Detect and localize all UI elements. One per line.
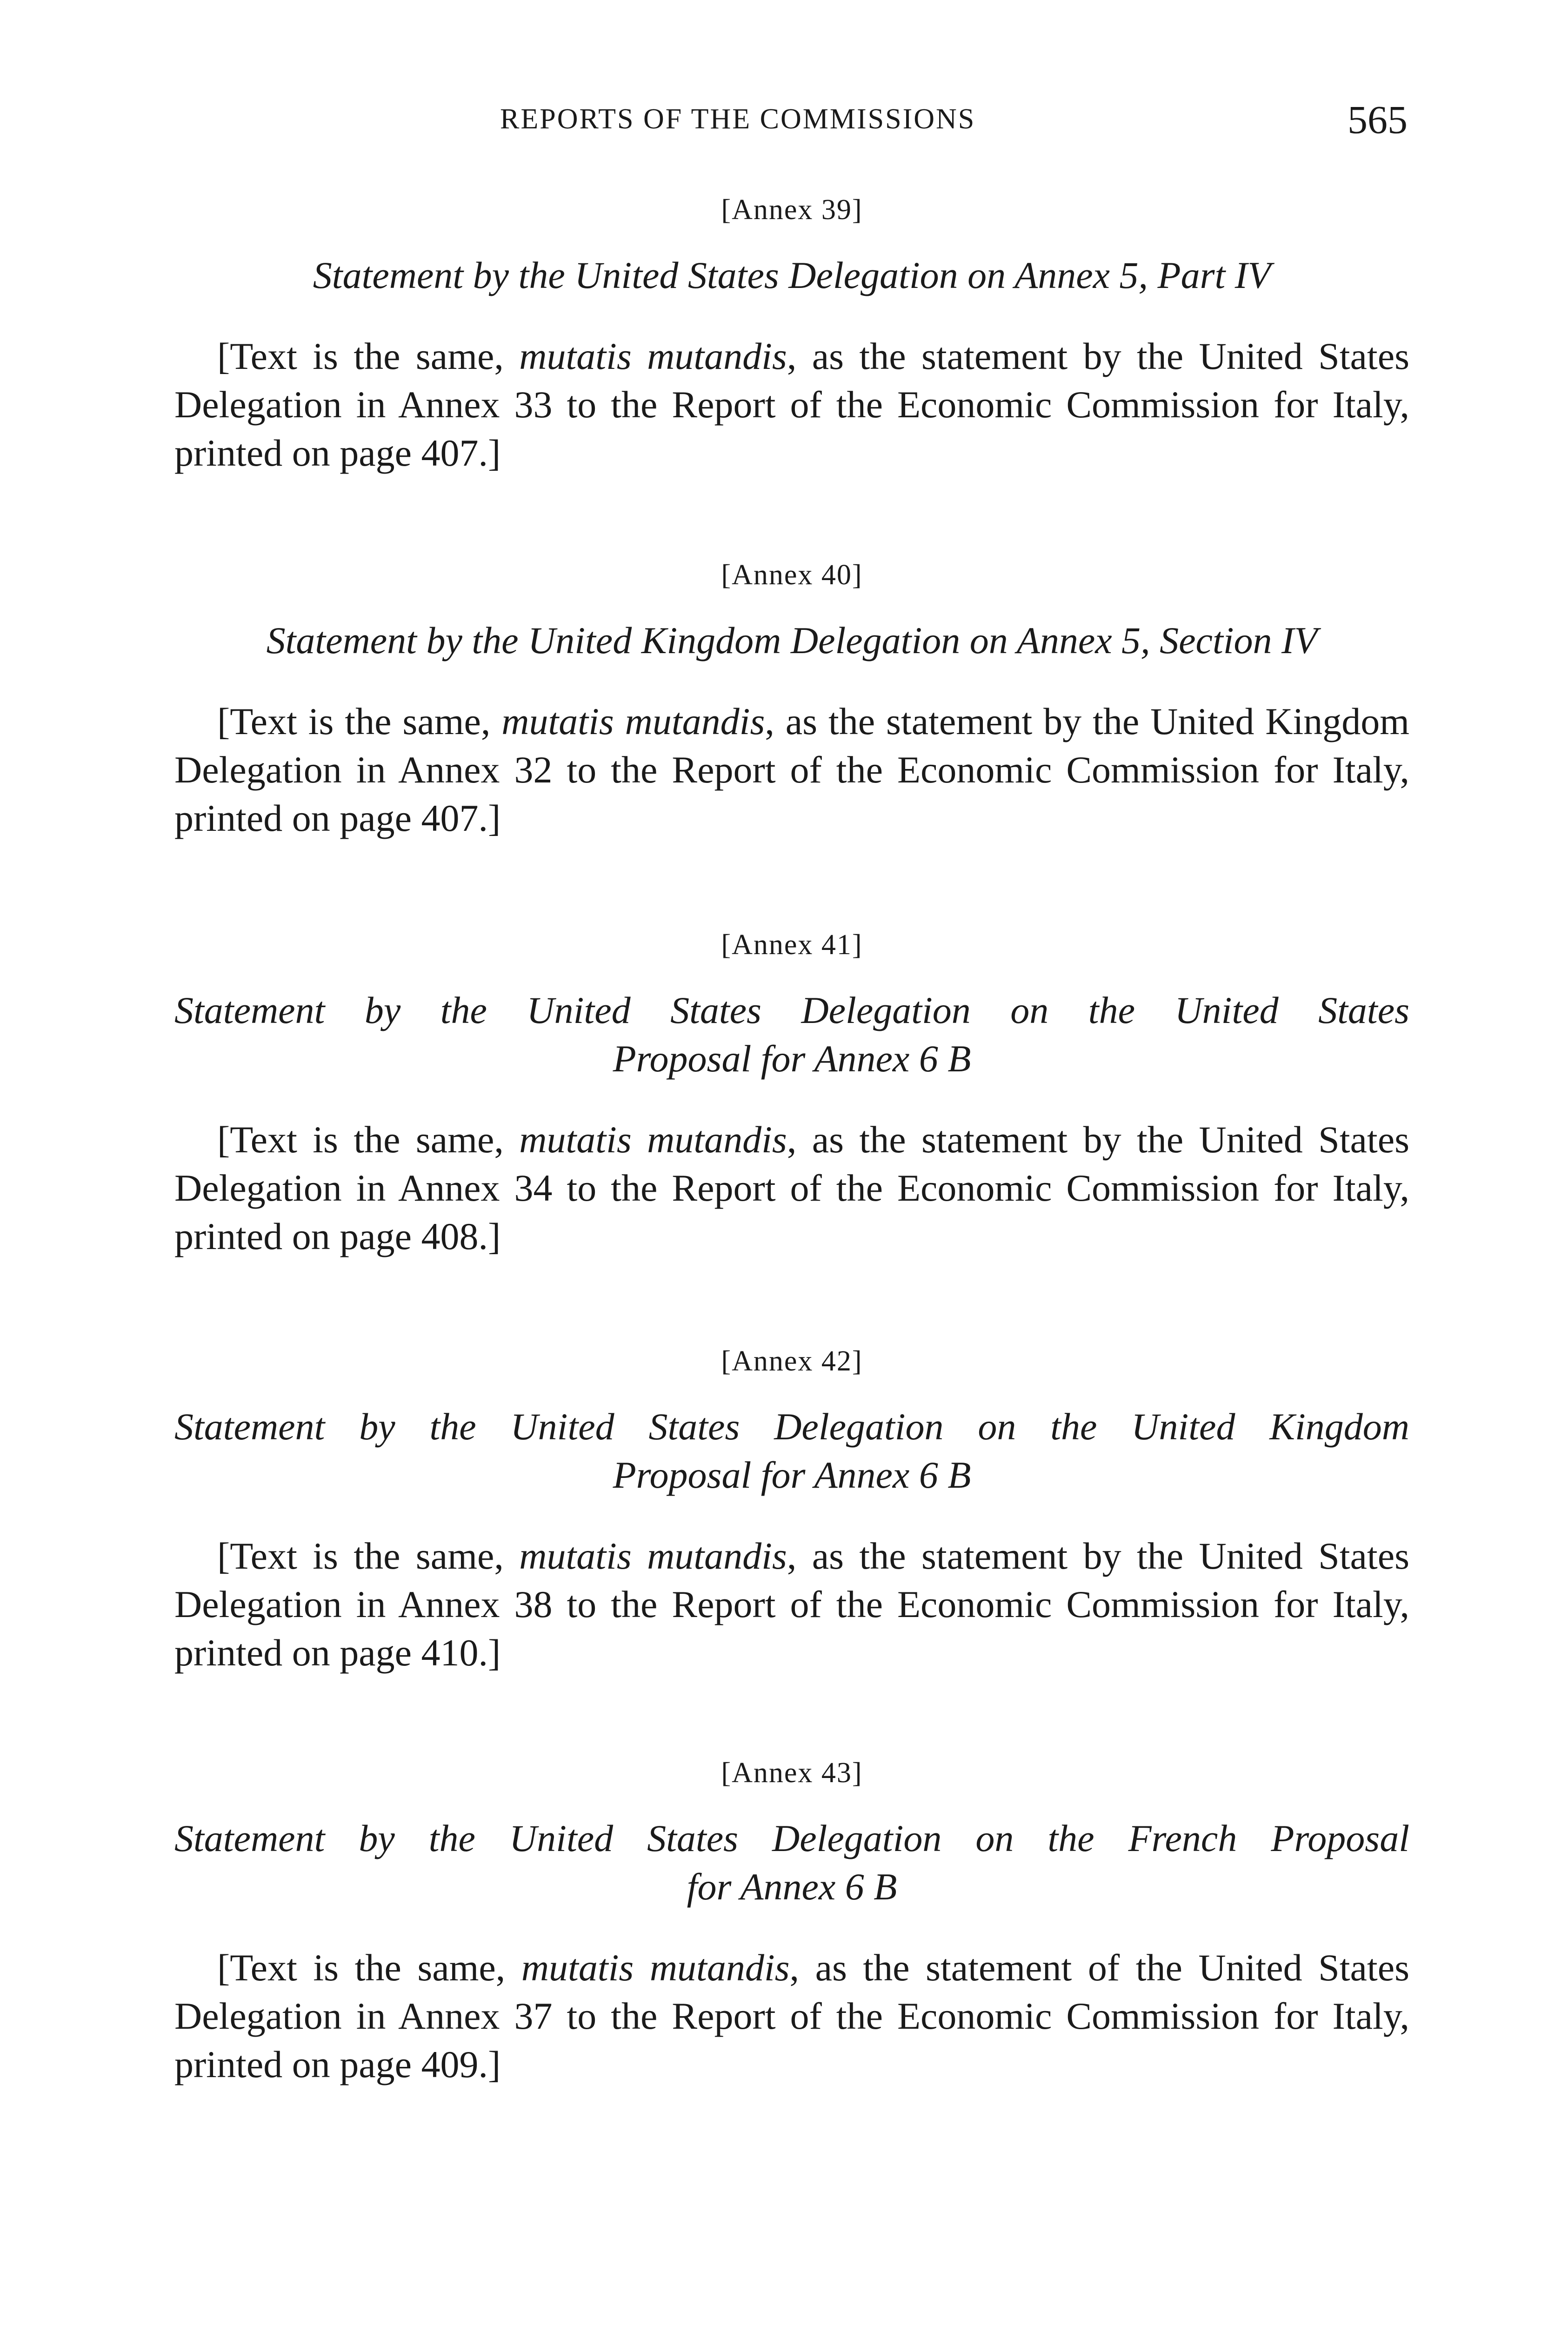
annex-title-line: Proposal for Annex 6 B: [613, 1454, 971, 1496]
body-text-rest: , as the statement by the United Kingdom Delegation in Annex 32 to the Report of the Economic Commission for Italy, printed on page 407.]: [174, 700, 1410, 839]
body-text-italic: mutatis mutandis: [519, 1535, 787, 1577]
body-text-open: [Text is the same,: [217, 1118, 520, 1161]
running-head: REPORTS OF THE COMMISSIONS: [500, 103, 976, 135]
body-text-italic: mutatis mutandis: [521, 1946, 790, 1989]
annex-label: [Annex 43]: [721, 1757, 863, 1789]
annex-title-line: Statement by the United States Delegation on the United States: [174, 989, 1409, 1031]
body-text-rest: , as the statement by the United States Delegation in Annex 38 to the Report of the Economic Commission for Italy, printed on page 410.]: [174, 1535, 1409, 1674]
body-text-italic: mutatis mutandis: [519, 1118, 787, 1161]
annex-body: [174, 697, 1409, 842]
body-text-open: [Text is the same,: [217, 1535, 520, 1577]
annex-title: [174, 616, 1409, 665]
annex-title: [174, 1814, 1409, 1911]
annex-label: [Annex 39]: [721, 194, 863, 226]
body-text-italic: mutatis mutandis: [501, 700, 765, 742]
annex-label: [Annex 40]: [721, 559, 863, 591]
annex-title: [174, 251, 1409, 300]
body-text-open: [Text is the same,: [217, 1946, 521, 1989]
annex-title-line: Statement by the United States Delegation on Annex 5, Part IV: [313, 254, 1271, 296]
annex-43: [174, 1758, 1409, 2089]
annex-body: [174, 332, 1409, 477]
annex-title: [174, 986, 1409, 1083]
annex-title-line: Statement by the United Kingdom Delegation on Annex 5, Section IV: [266, 619, 1318, 662]
annex-title-line: for Annex 6 B: [687, 1865, 897, 1908]
annex-body: [174, 1116, 1409, 1261]
annex-title-line: Statement by the United States Delegation on the French Proposal: [174, 1817, 1409, 1859]
body-text-open: [Text is the same,: [217, 700, 502, 742]
annex-title: [174, 1403, 1409, 1499]
body-text-open: [Text is the same,: [217, 335, 520, 377]
annex-42: [174, 1347, 1409, 1677]
page-number: 565: [1348, 97, 1408, 142]
annex-title-line: Statement by the United States Delegation on the United Kingdom: [174, 1405, 1409, 1448]
annex-40: [174, 561, 1409, 842]
annex-41: [174, 930, 1409, 1261]
annex-39: [174, 195, 1409, 477]
body-text-rest: , as the statement by the United States Delegation in Annex 33 to the Report of the Economic Commission for Italy, printed on page 407.]: [174, 335, 1409, 474]
annex-label: [Annex 42]: [721, 1345, 863, 1377]
annex-body: [174, 1532, 1409, 1677]
body-text-rest: , as the statement of the United States Delegation in Annex 37 to the Report of the Economic Commission for Italy, printed on page 409.]: [174, 1946, 1409, 2085]
annex-body: [174, 1944, 1409, 2089]
annex-title-line: Proposal for Annex 6 B: [613, 1037, 971, 1080]
body-text-italic: mutatis mutandis: [519, 335, 787, 377]
body-text-rest: , as the statement by the United States Delegation in Annex 34 to the Report of the Economic Commission for Italy, printed on page 408.]: [174, 1118, 1409, 1257]
annex-label: [Annex 41]: [721, 929, 863, 961]
